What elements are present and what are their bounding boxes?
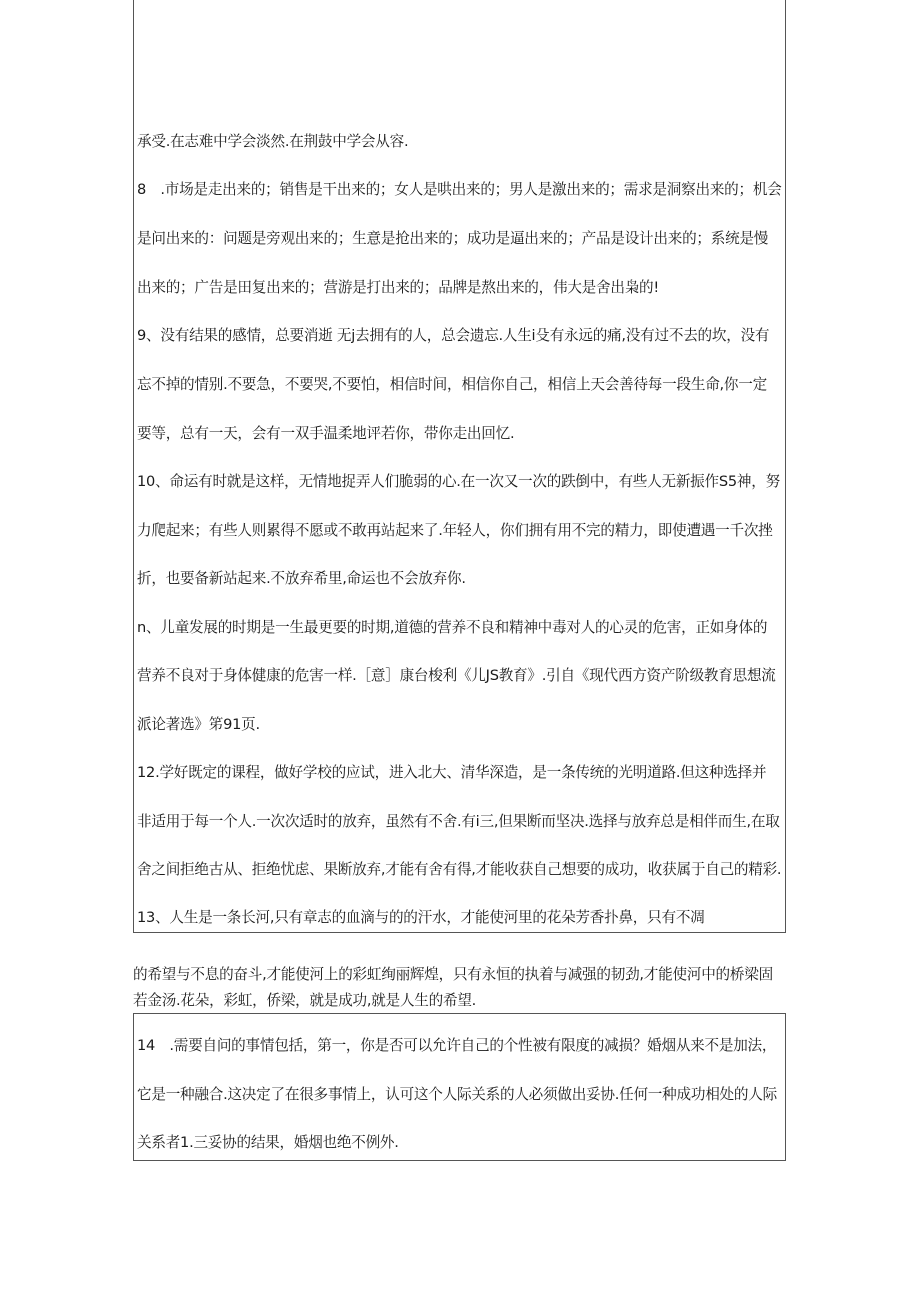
text-line: 它是一种融合.这决定了在很多事情上，认可这个人际关系的人必须做出妥协.任何一种成功相处的人际 — [137, 1086, 777, 1103]
text-line: 14 .需要自问的事情包括，第一，你是否可以允许自己的个性被有限度的减损？婚烟从来不是加法， — [137, 1037, 777, 1054]
text-line: 若金汤.花朵，彩虹，侨梁，就是成功,就是人生的希望. — [133, 992, 477, 1009]
quote-box-1 — [133, 0, 786, 933]
text-line: 要等，总有一天，会有一双手温柔地评若你，带你走出回忆. — [137, 425, 515, 442]
text-line: 力爬起来；有些人则累得不愿或不敢再站起来了.年轻人，你们拥有用不完的精力，即使遭遇一千次挫 — [137, 522, 773, 539]
text-line: 9、没有结果的感情，总要消逝 无j去拥有的人，总会遗忘.人生i殳有永远的痛,没有过不去的坎，没有 — [137, 327, 770, 344]
text-line: 是问出来的：问题是旁观出来的；生意是抢出来的；成功是逼出来的；产品是设计出来的；系统是慢 — [137, 230, 769, 247]
text-line: 舍之间拒绝古从、拒绝忧虑、果断放弃,才能有舍有得,才能收获自己想要的成功，收获属于自己的精彩. — [137, 861, 782, 878]
text-line: 出来的；广告是田复出来的；营游是打出来的；品牌是熬出来的，伟大是舍出枭的! — [137, 279, 659, 296]
text-line: 折，也要备新站起来.不放弃希里,命运也不会放弃你. — [137, 570, 466, 587]
text-line: 8 .市场是走出来的；销售是干出来的；女人是哄出来的；男人是激出来的；需求是洞察出来的；机会 — [137, 181, 782, 198]
text-line: 派论著选》笫91页. — [137, 716, 260, 733]
text-line: 关系者1.三妥协的结果，婚烟也绝不例外. — [137, 1134, 399, 1151]
text-line: 非适用于每一个人.一次次适时的放弃，虽然有不舍.有i三,但果断而坚决.选择与放弃总是相伴而生,在取 — [137, 813, 780, 830]
text-line: n、儿童发展的时期是一生最更要的时期,道德的营养不良和精神中毒对人的心灵的危害，正如身体的 — [137, 619, 768, 636]
text-line: 13、人生是一条长河,只有章志的血滴与的的汗水，才能使河里的花朵芳香扑鼻，只有不凋 — [137, 909, 705, 926]
text-line: 12.学好既定的课程，做好学校的应试，进入北大、清华深造，是一条传统的光明道路.但这种选择并 — [137, 764, 767, 781]
text-line: 营养不良对于身体健康的危害一样.［意］康台梭利《儿JS教育》.引自《现代西方资产阶级教育思想流 — [137, 667, 776, 684]
text-line: 10、命运有时就是这样，无情地捉弄人们脆弱的心.在一次又一次的跌倒中，有些人无新振作S5神，努 — [137, 473, 780, 490]
text-line: 承受.在志难中学会淡然.在荆鼓中学会从容. — [137, 133, 409, 150]
text-line: 忘不掉的情别.不要急，不要哭,不要怕，相信时间，相信你自己，相信上天会善待每一段生命,你一定 — [137, 376, 767, 393]
quote-box-2 — [133, 1013, 786, 1161]
text-line: 的希望与不息的奋斗,才能使河上的彩虹绚丽辉煌，只有永恒的执着与减强的韧劲,才能使河中的桥梁固 — [133, 966, 773, 983]
